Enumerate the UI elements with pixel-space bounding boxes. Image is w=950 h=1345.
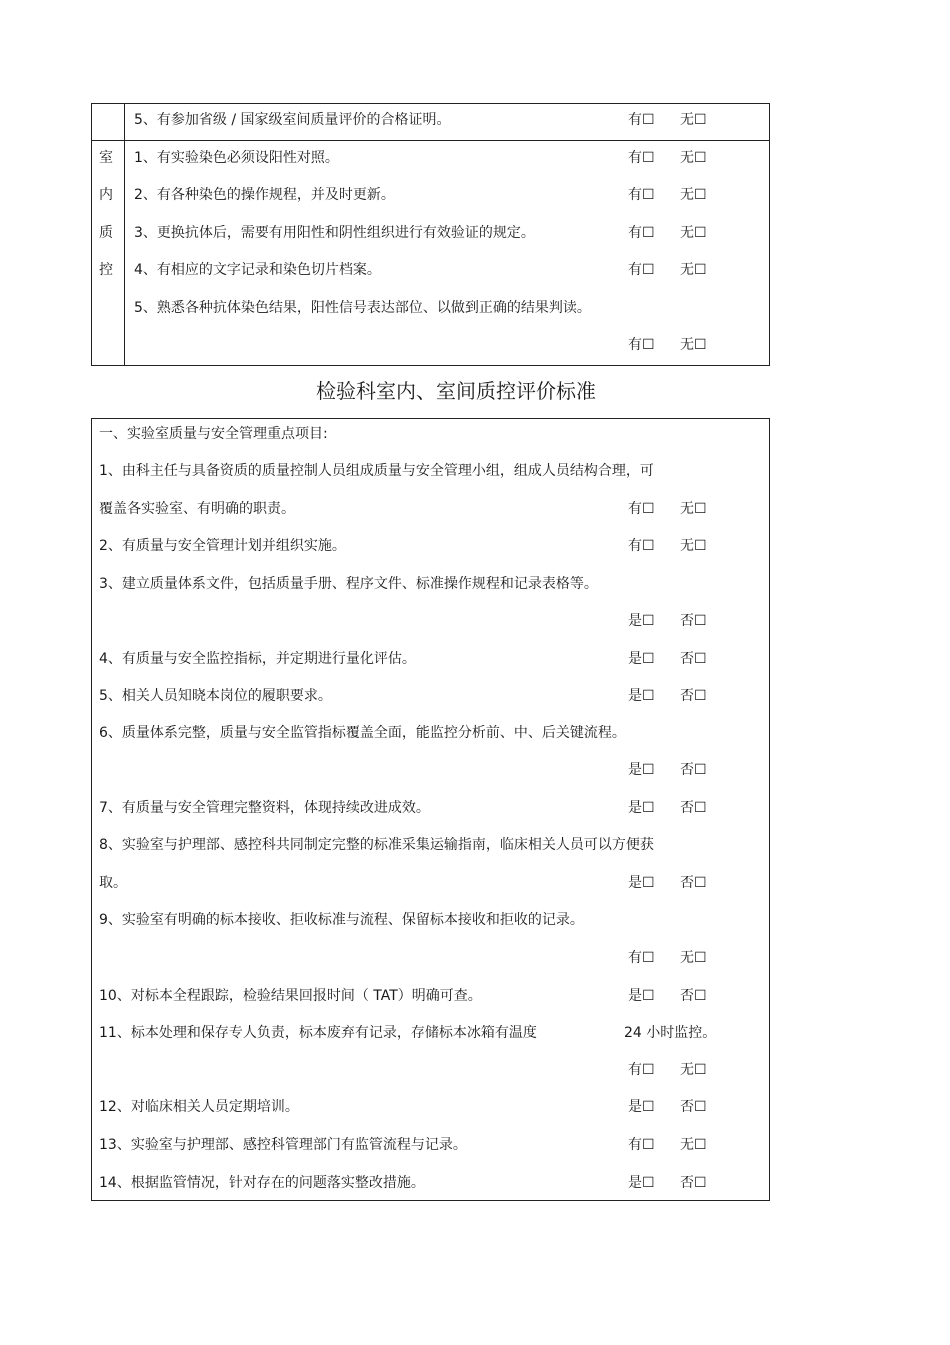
row-text: 5、熟悉各种抗体染色结果，阳性信号表达部位、以做到正确的结果判读。 (134, 300, 591, 316)
option-a[interactable]: 有☐ (628, 950, 655, 966)
line-text: 9、实验室有明确的标本接收、拒收标准与流程、保留标本接收和拒收的记录。 (99, 912, 584, 928)
table-column-divider (124, 103, 125, 366)
option-no[interactable]: 无☐ (680, 262, 707, 278)
option-a[interactable]: 是☐ (628, 762, 655, 778)
side-label-char: 质 (99, 225, 113, 241)
line-text: 2、有质量与安全管理计划并组织实施。 (99, 538, 346, 554)
line-text: 一、实验室质量与安全管理重点项目: (99, 426, 328, 442)
side-label-char: 内 (99, 187, 113, 203)
option-a[interactable]: 是☐ (628, 800, 655, 816)
top-row-option-yes[interactable]: 有☐ (628, 112, 655, 128)
option-no[interactable]: 无☐ (680, 225, 707, 241)
line-text: 取。 (99, 875, 127, 891)
option-no[interactable]: 无☐ (680, 150, 707, 166)
line-text: 4、有质量与安全监控指标，并定期进行量化评估。 (99, 651, 416, 667)
option-a[interactable]: 是☐ (628, 988, 655, 1004)
option-b[interactable]: 否☐ (680, 613, 707, 629)
option-b[interactable]: 无☐ (680, 501, 707, 517)
line-text: 覆盖各实验室、有明确的职责。 (99, 501, 295, 517)
option-yes[interactable]: 有☐ (628, 262, 655, 278)
option-b[interactable]: 否☐ (680, 1099, 707, 1115)
option-yes[interactable]: 有☐ (628, 225, 655, 241)
option-a[interactable]: 有☐ (628, 538, 655, 554)
option-a[interactable]: 是☐ (628, 688, 655, 704)
option-a[interactable]: 是☐ (628, 651, 655, 667)
option-b[interactable]: 否☐ (680, 800, 707, 816)
option-yes[interactable]: 有☐ (628, 337, 655, 353)
option-b[interactable]: 无☐ (680, 1137, 707, 1153)
line-text: 3、建立质量体系文件，包括质量手册、程序文件、标准操作规程和记录表格等。 (99, 576, 598, 592)
option-b[interactable]: 否☐ (680, 988, 707, 1004)
top-row-option-no[interactable]: 无☐ (680, 112, 707, 128)
option-b[interactable]: 否☐ (680, 651, 707, 667)
line-text: 5、相关人员知晓本岗位的履职要求。 (99, 688, 332, 704)
row-text: 2、有各种染色的操作规程，并及时更新。 (134, 187, 395, 203)
option-b[interactable]: 否☐ (680, 762, 707, 778)
option-yes[interactable]: 有☐ (628, 150, 655, 166)
option-b[interactable]: 否☐ (680, 688, 707, 704)
line-text: 12、对临床相关人员定期培训。 (99, 1099, 299, 1115)
line-text: 11、标本处理和保存专人负责，标本废弃有记录，存储标本冰箱有温度 (99, 1025, 537, 1041)
section-title: 检验科室内、室间质控评价标准 (316, 379, 596, 403)
option-a[interactable]: 24 小时监控。 (624, 1025, 717, 1041)
option-b[interactable]: 无☐ (680, 950, 707, 966)
line-text: 1、由科主任与具备资质的质量控制人员组成质量与安全管理小组，组成人员结构合理，可 (99, 463, 654, 479)
option-a[interactable]: 有☐ (628, 1137, 655, 1153)
option-a[interactable]: 是☐ (628, 875, 655, 891)
option-a[interactable]: 有☐ (628, 501, 655, 517)
option-a[interactable]: 是☐ (628, 613, 655, 629)
option-no[interactable]: 无☐ (680, 337, 707, 353)
option-b[interactable]: 无☐ (680, 1062, 707, 1078)
option-a[interactable]: 是☐ (628, 1175, 655, 1191)
option-b[interactable]: 否☐ (680, 1175, 707, 1191)
line-text: 10、对标本全程跟踪，检验结果回报时间（ TAT）明确可查。 (99, 988, 482, 1004)
side-label-char: 室 (99, 150, 113, 166)
line-text: 8、实验室与护理部、感控科共同制定完整的标准采集运输指南，临床相关人员可以方便获 (99, 837, 654, 853)
line-text: 13、实验室与护理部、感控科管理部门有监管流程与记录。 (99, 1137, 467, 1153)
row-text: 3、更换抗体后，需要有用阳性和阴性组织进行有效验证的规定。 (134, 225, 535, 241)
side-label-char: 控 (99, 262, 113, 278)
line-text: 6、质量体系完整，质量与安全监管指标覆盖全面，能监控分析前、中、后关键流程。 (99, 725, 626, 741)
line-text: 7、有质量与安全管理完整资料，体现持续改进成效。 (99, 800, 430, 816)
table-divider (91, 140, 770, 141)
row-text: 4、有相应的文字记录和染色切片档案。 (134, 262, 381, 278)
option-yes[interactable]: 有☐ (628, 187, 655, 203)
option-a[interactable]: 有☐ (628, 1062, 655, 1078)
row-text: 1、有实验染色必须设阳性对照。 (134, 150, 339, 166)
option-a[interactable]: 是☐ (628, 1099, 655, 1115)
top-row-text: 5、有参加省级 / 国家级室间质量评价的合格证明。 (134, 112, 451, 128)
line-text: 14、根据监管情况，针对存在的问题落实整改措施。 (99, 1175, 425, 1191)
option-b[interactable]: 否☐ (680, 875, 707, 891)
option-b[interactable]: 无☐ (680, 538, 707, 554)
option-no[interactable]: 无☐ (680, 187, 707, 203)
